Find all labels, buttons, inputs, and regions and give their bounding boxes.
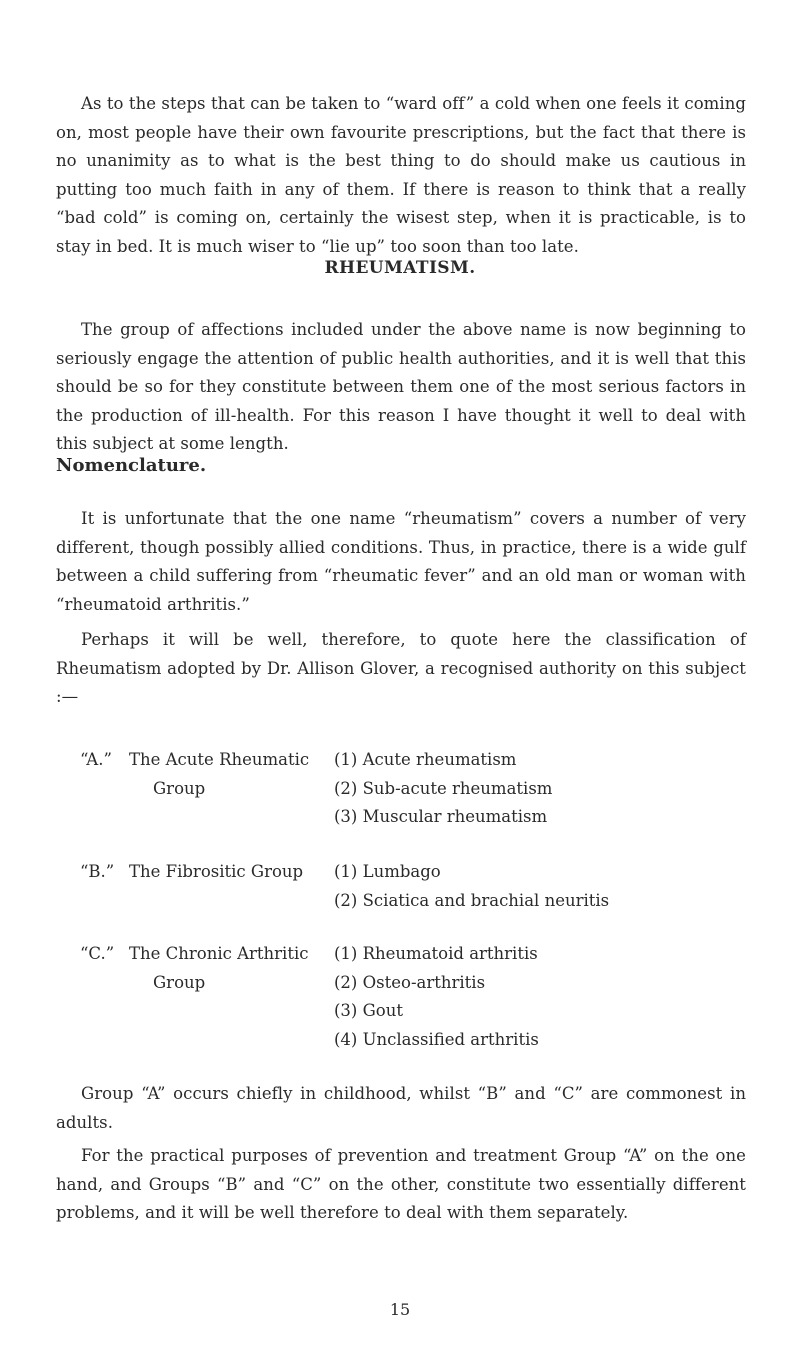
subsection-title: Nomenclature.	[56, 455, 207, 476]
group-item: (1) Rheumatoid arthritis	[334, 944, 538, 963]
group-name	[129, 940, 329, 997]
group-name	[129, 858, 329, 887]
group-item: (2) Osteo-arthritis	[334, 972, 486, 992]
group-items	[334, 858, 754, 915]
rheumatism-paragraph: The group of affections included under the above name is now beginning to seriously engage the attention of public health authorities, and it is well that this should be so for they constitute between them one of the most serious factors in the production of ill-health. For this reason I have thought it well to deal with this subject at some length.	[56, 320, 746, 453]
group-letter: “A.”	[80, 750, 112, 769]
nomenclature-paragraph-1: It is unfortunate that the one name “rheumatism” covers a number of very different, though possibly allied conditions. Thus, in practice, there is a wide gulf between a child suffering from “rheumatic fever” and an old man or woman with “rheumatoid arthritis.”	[56, 509, 746, 614]
group-item: (1) Lumbago	[334, 862, 441, 881]
group-item: (4) Unclassified arthritis	[334, 1029, 539, 1049]
closing-paragraph: For the practical purposes of prevention and treatment Group “A” on the one hand, and Groups “B” and “C” on the other, constitute two essentially different problems, and it will be well therefore to deal with them separately.	[56, 1146, 746, 1222]
group-item: (3) Muscular rheumatism	[334, 807, 548, 826]
group-name-line-1: The Acute Rheumatic	[129, 750, 310, 769]
group-items	[334, 746, 754, 832]
group-occurrence-paragraph: Group “A” occurs chiefly in childhood, whilst “B” and “C” are commonest in adults.	[56, 1084, 746, 1132]
group-letter: “C.”	[80, 944, 115, 963]
intro-paragraph: As to the steps that can be taken to “ward off” a cold when one feels it coming on, most people have their own favourite prescriptions, but the fact that there is no unanimity as to what is the best thing to do should make us cautious in putting too much faith in any of them. If there is reason to think that a really “bad cold” is coming on, certainly the wisest step, when it is practicable, is to stay in bed. It is much wiser to “lie up” too soon than too late.	[56, 94, 746, 256]
section-title: RHEUMATISM.	[324, 258, 476, 278]
nomenclature-paragraph-2: Perhaps it will be well, therefore, to quote here the classification of Rheumatism adopted by Dr. Allison Glover, a recognised authority on this subject :—	[56, 630, 746, 706]
group-item: (1) Acute rheumatism	[334, 750, 517, 769]
group-item: (3) Gout	[334, 1001, 403, 1020]
group-name	[129, 746, 329, 803]
group-letter: “B.”	[80, 862, 115, 881]
group-name-line-2: Group	[153, 778, 206, 798]
group-name-line-1: The Chronic Arthritic	[129, 944, 309, 963]
group-item: (2) Sciatica and brachial neuritis	[334, 890, 610, 910]
page-number: 15	[389, 1300, 411, 1319]
group-items	[334, 940, 754, 1054]
group-item: (2) Sub-acute rheumatism	[334, 778, 553, 798]
group-name-line-1: The Fibrositic Group	[129, 862, 304, 881]
group-name-line-2: Group	[153, 972, 206, 992]
